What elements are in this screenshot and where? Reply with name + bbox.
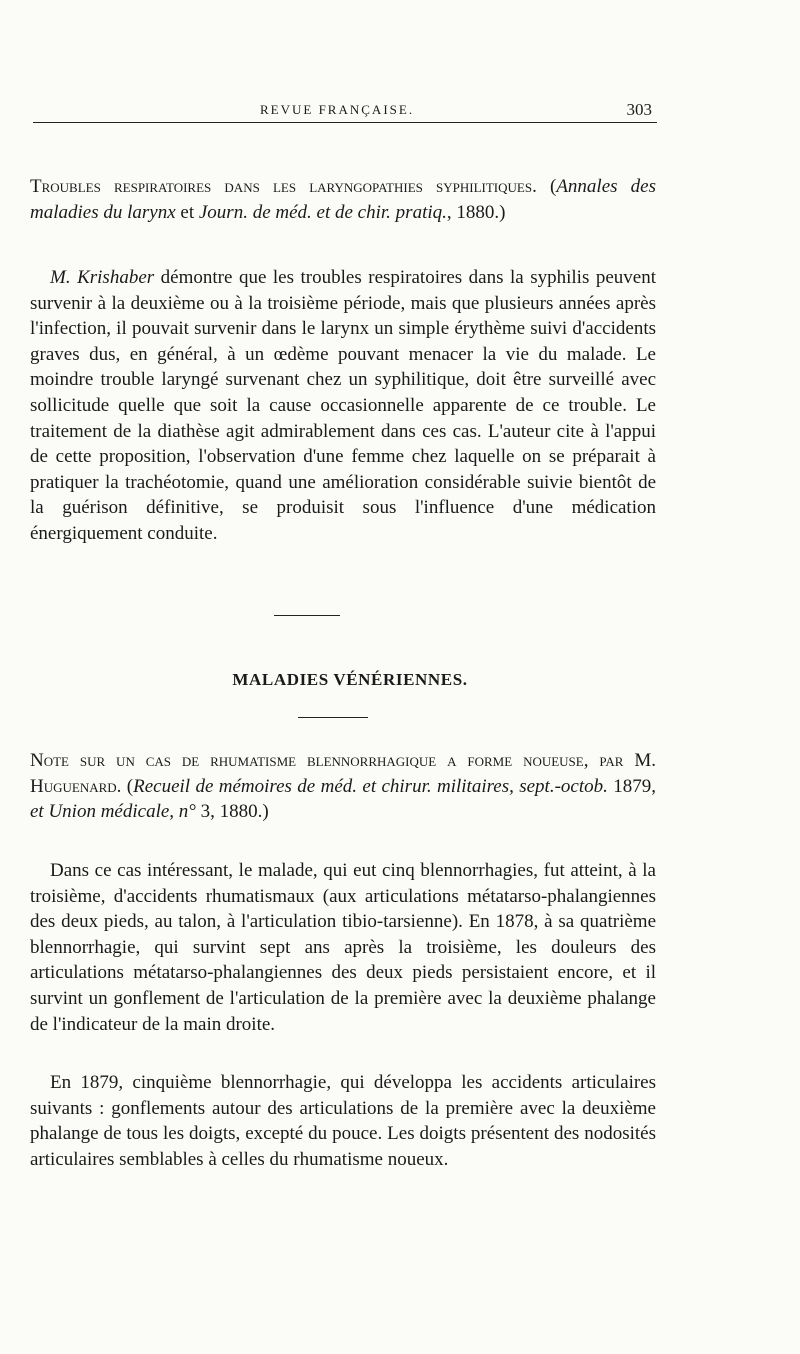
- header-rule: [33, 122, 657, 123]
- reference-2: 1879,: [607, 775, 656, 797]
- and-text: et: [175, 201, 199, 223]
- reference-1: Recueil de mémoires de méd. et chirur. militaires, sept.-octob.: [133, 775, 608, 797]
- paragraph: En 1879, cinquième blennorrhagie, qui développa les accidents articulaires suivants : gonflements autour des articulations de la première avec la deuxième phalange de tous les doigts, excepté du pouce. Les doigts présentent des nodosités articulaires semblables à celles du rhumatisme noueux.: [30, 1072, 656, 1170]
- article1-title-text: Troubles respiratoires dans les laryngopathies syphilitiques.: [30, 176, 537, 197]
- running-head: REVUE FRANÇAISE.: [260, 102, 415, 117]
- reference-3: et Union médicale, n°: [30, 801, 196, 823]
- article1-author: M. Krishaber: [50, 267, 155, 288]
- separator-rule: [274, 615, 340, 616]
- section-heading: MALADIES VÉNÉRIENNES.: [232, 670, 468, 689]
- paragraph: Dans ce cas intéressant, le malade, qui eut cinq blennorrhagies, fut atteint, à la troisième, d'accidents rhumatismaux (aux articulations métatarso-phalangiennes des deux pieds, au talon, à l'articulation tibio-tarsienne). En 1878, à sa quatrième blennorrhagie, qui survint sept ans après la troisième, les douleurs des articulations métatarso-phalangiennes des deux pieds persistaient encore, et il survint un gonflement de l'articulation de la première avec la deuxième phalange de l'indicateur de la main droite.: [30, 860, 656, 1035]
- paren-open-2: (: [121, 775, 134, 797]
- article1-year: , 1880.): [446, 201, 506, 223]
- paren-open: (: [536, 176, 557, 197]
- article1-body: [30, 265, 656, 547]
- article2-para2: [30, 1070, 656, 1172]
- article2-title: [30, 748, 656, 825]
- article2-title-text: Note sur un cas de rhumatisme blennorrhagique a forme noueuse, par M.: [30, 750, 656, 771]
- journal-2: Journ. de méd. et de chir. pratiq.: [198, 201, 447, 223]
- article2-para1: [30, 858, 656, 1037]
- article2-author: Huguenard.: [30, 775, 122, 797]
- page-number: 303: [626, 100, 652, 119]
- article1-title: [30, 174, 656, 225]
- journal-1: Annales des maladies du larynx: [30, 176, 657, 223]
- reference-4: 3, 1880.): [195, 801, 269, 823]
- separator-rule-2: [298, 717, 368, 718]
- article1-text: démontre que les troubles respiratoires dans la syphilis peuvent survenir à la deuxième ou à la troisième période, mais que plusieurs années après l'infection, il pouvait survenir dans le larynx un simple érythème suivi d'accidents graves dus, en général, à un œdème pouvant menacer la vie du malade. Le moindre trouble laryngé survenant chez un syphilitique, doit être surveillé avec sollicitude quelle que soit la cause occasionnelle apparente de ce trouble. Le traitement de la diathèse agit admirablement dans ces cas. L'auteur cite à l'appui de cette proposition, l'observation d'une femme chez laquelle on se préparait à pratiquer la trachéotomie, quand une amélioration considérable suivie bientôt de la guérison définitive, se produisit sous l'influence d'une médication énergiquement conduite.: [30, 267, 657, 544]
